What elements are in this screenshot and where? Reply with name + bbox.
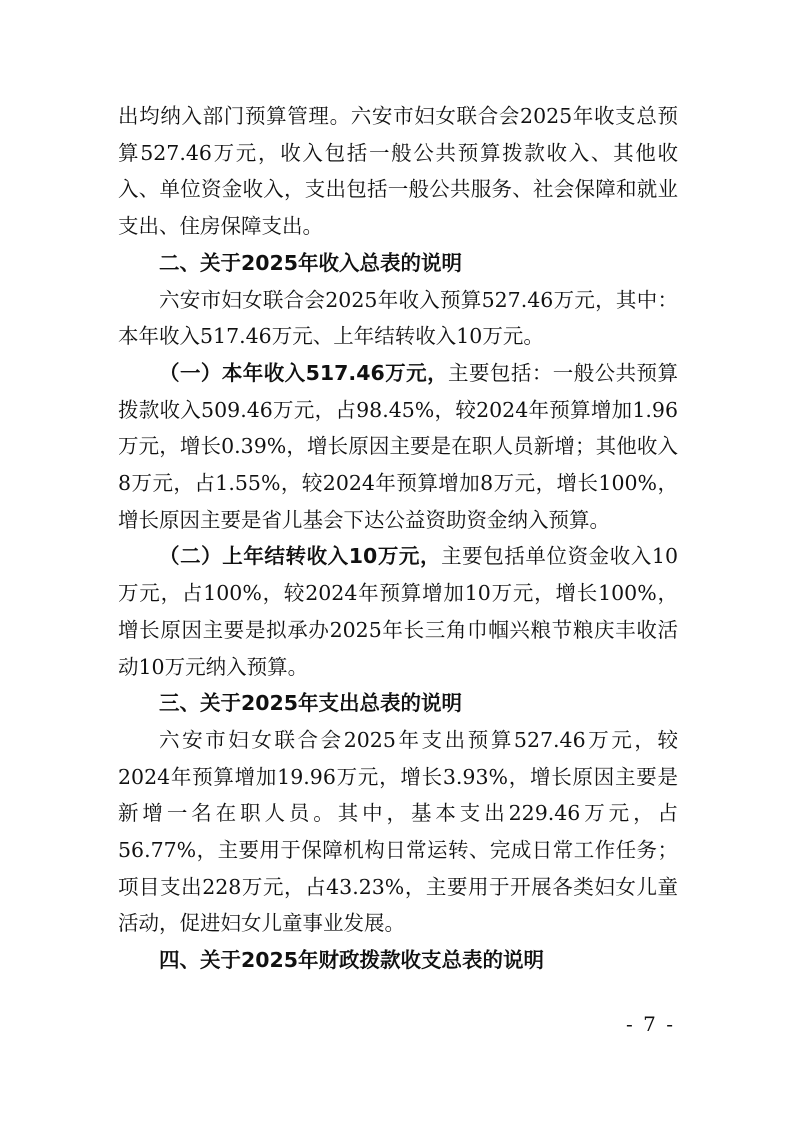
subheading-current-year-income: （一）本年收入517.46万元， (159, 360, 449, 385)
section-heading-fiscal-appropriation-table: 四、关于2025年财政拨款收支总表的说明 (159, 948, 545, 973)
paragraph-current-year-income (118, 355, 678, 539)
subheading-carryover-income: （二）上年结转收入10万元， (159, 544, 442, 569)
paragraph-budget-overview: 出均纳入部门预算管理。六安市妇女联合会2025年收支总预算527.46万元，收入包括一般公共预算拨款收入、其他收入、单位资金收入，支出包括一般公共服务、社会保障和就业支出、住房保障支出。 (118, 104, 678, 239)
paragraph-current-year-income-text: 主要包括：一般公共预算拨款收入509.46万元，占98.45%，较2024年预算增加1.96万元，增长0.39%，增长原因主要是在职人员新增；其他收入8万元，占1.55%，较2024年预算增加8万元，增长100%，增长原因主要是省儿基会下达公益资助资金纳入预算。 (118, 360, 679, 532)
paragraph-expenditure-summary: 六安市妇女联合会2025年支出预算527.46万元，较2024年预算增加19.96万元，增长3.93%，增长原因主要是新增一名在职人员。其中，基本支出229.46万元，占56.77%，主要用于保障机构日常运转、完成日常工作任务；项目支出228万元，占43.23%，主要用于开展各类妇女儿童活动，促进妇女儿童事业发展。 (118, 727, 678, 936)
document-body (118, 98, 678, 979)
paragraph-carryover-income (118, 538, 678, 685)
section-heading-income-table: 二、关于2025年收入总表的说明 (159, 250, 463, 275)
page-number: - 7 - (626, 1012, 675, 1036)
section-heading-expenditure-table: 三、关于2025年支出总表的说明 (159, 691, 463, 716)
paragraph-carryover-income-text: 主要包括单位资金收入10万元，占100%，较2024年预算增加10万元，增长100%，增长原因主要是拟承办2025年长三角巾帼兴粮节粮庆丰收活动10万元纳入预算。 (118, 544, 678, 679)
paragraph-income-summary: 六安市妇女联合会2025年收入预算527.46万元，其中：本年收入517.46万元、上年结转收入10万元。 (118, 287, 678, 349)
